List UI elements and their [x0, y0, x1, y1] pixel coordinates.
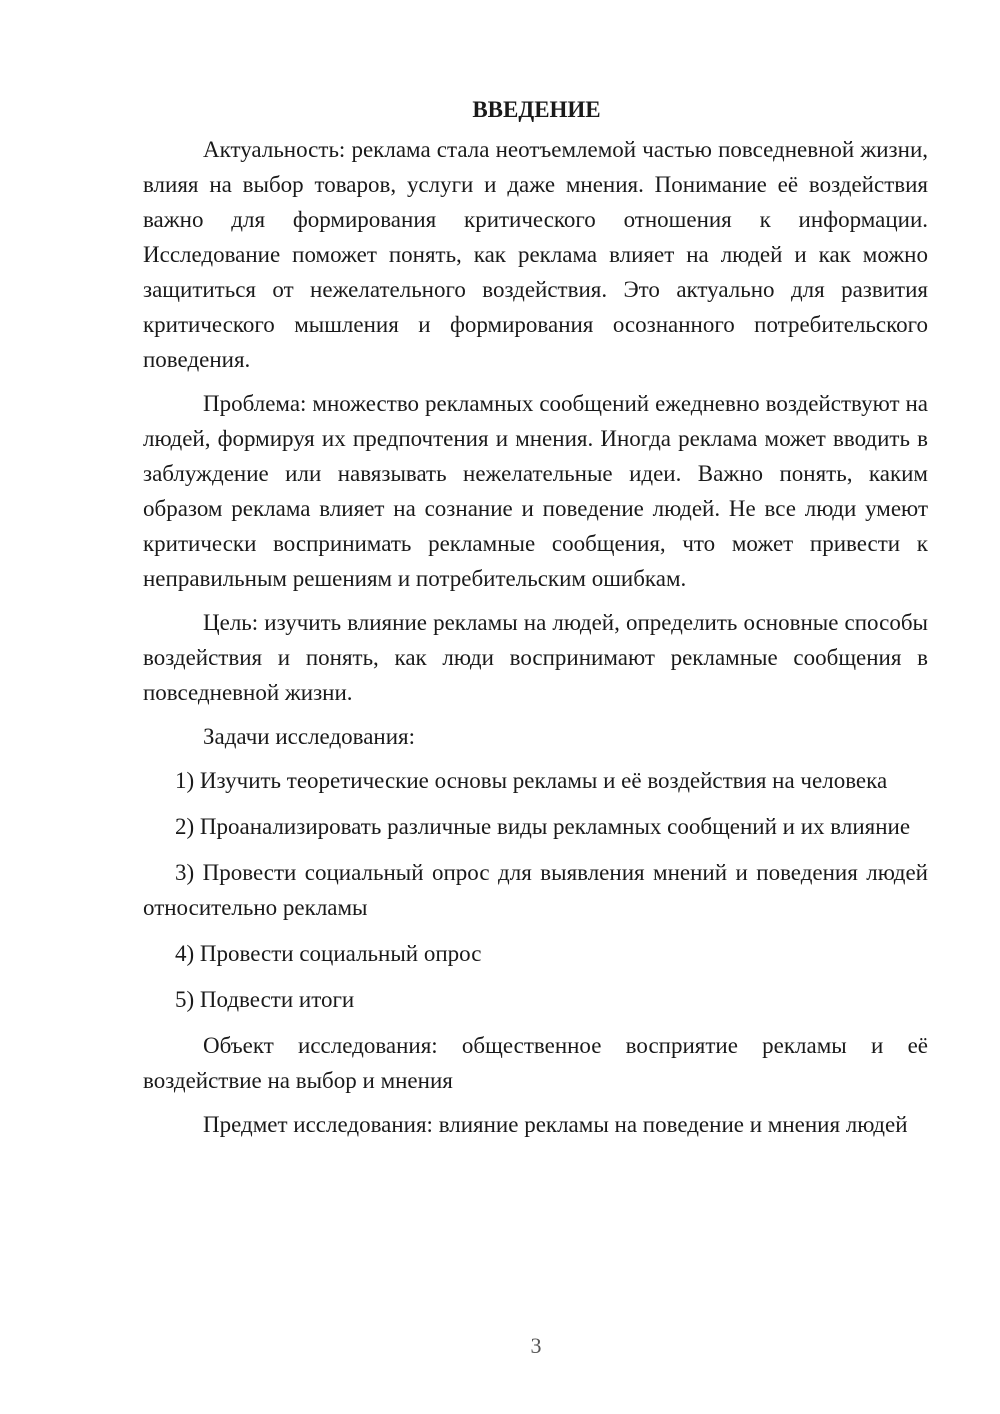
paragraph-goal: Цель: изучить влияние рекламы на людей, определить основные способы воздействия и понять, как люди воспринимают рекламные сообщения в повседневной жизни. — [143, 610, 928, 705]
paragraph-relevance: Актуальность: реклама стала неотъемлемой частью повседневной жизни, влияя на выбор товаров, услуги и даже мнения. Понимание её воздействия важно для формирования критического отношения к информации. Исследование поможет понять, как реклама влияет на людей и как можно защититься от нежелательного воздействия. Это актуально для развития критического мышления и формирования осознанного потребительского поведения. — [143, 137, 928, 372]
task-item-4: 4) Провести социальный опрос — [175, 941, 482, 966]
task-item-5: 5) Подвести итоги — [175, 987, 355, 1012]
page-number: 3 — [530, 1333, 542, 1358]
task-item-1: 1) Изучить теоретические основы рекламы и её воздействия на человека — [175, 768, 888, 793]
page-title: ВВЕДЕНИЕ — [472, 97, 601, 122]
tasks-heading: Задачи исследования: — [203, 724, 416, 749]
task-item-2: 2) Проанализировать различные виды рекламных сообщений и их влияние — [175, 814, 911, 839]
paragraph-object: Объект исследования: общественное восприятие рекламы и её воздействие на выбор и мнения — [143, 1033, 928, 1093]
paragraph-problem: Проблема: множество рекламных сообщений ежедневно воздействуют на людей, формируя их предпочтения и мнения. Иногда реклама может вводить в заблуждение или навязывать нежелательные идеи. Важно понять, каким образом реклама влияет на сознание и поведение людей. Не все люди умеют критически воспринимать рекламные сообщения, что может привести к неправильным решениям и потребительским ошибкам. — [143, 391, 928, 591]
document-page — [143, 92, 928, 1151]
task-item-3: 3) Провести социальный опрос для выявления мнений и поведения людей относительно рекламы — [143, 860, 928, 920]
paragraph-subject: Предмет исследования: влияние рекламы на поведение и мнения людей — [203, 1112, 908, 1137]
